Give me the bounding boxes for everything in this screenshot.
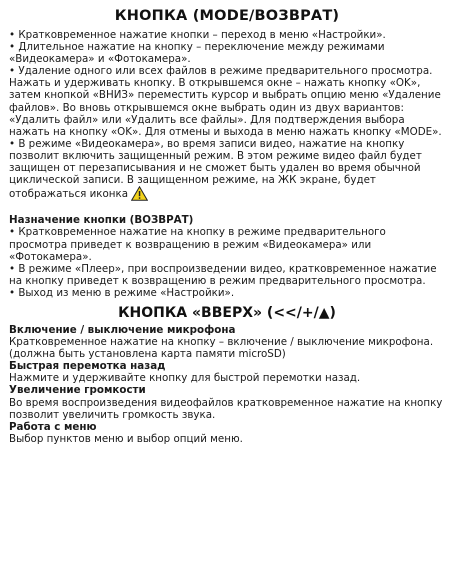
mode-item-short-press: • Кратковременное нажатие кнопки – переход в меню «Настройки». <box>9 29 386 41</box>
back-item-preview: • Кратковременное нажатие на кнопку в режиме предварительного просмотра приведет к возвращению в режим «Видеокамера» или «Фотокамера». <box>9 226 386 263</box>
mode-button-heading: КНОПКА (MODE/ВОЗВРАТ) <box>114 8 340 24</box>
up-mic-text: Кратковременное нажатие на кнопку – включение / выключение микрофона. (должна быть установлена карта памяти microSD) <box>9 336 434 361</box>
up-volume-title: Увеличение громкости <box>9 384 146 397</box>
mode-item-delete-files: • Удаление одного или всех файлов в режиме предварительного просмотра. Нажать и удерживать кнопку. В открывшемся окне – нажать кнопку «OK», затем кнопкой «ВНИЗ» переместить курсор и выбрать опцию меню «Удаление файлов». Во вновь открывшемся окне выбрать один из двух вариантов: «Удалить файл» или «Удалить все файлы». Для подтверждения выбора нажать на кнопку «OK». Для отмены и выхода в меню нажать кнопку «MODE». <box>9 65 442 138</box>
mode-item-protect-mode <box>9 138 445 204</box>
up-menu-title: Работа с меню <box>9 420 97 433</box>
back-item-player: • В режиме «Плеер», при воспроизведении видео, кратковременное нажатие на кнопку приведет к возвращению в режим предварительного просмотра. <box>9 262 437 287</box>
mode-item-long-press: • Длительное нажатие на кнопку – переключение между режимами «Видеокамера» и «Фотокамера». <box>9 41 385 66</box>
back-item-exit-menu: • Выход из меню в режиме «Настройки». <box>9 286 235 299</box>
back-button-subheading: Назначение кнопки (ВОЗВРАТ) <box>9 214 194 227</box>
up-rewind-title: Быстрая перемотка назад <box>9 360 166 373</box>
warning-triangle-icon <box>131 186 148 204</box>
up-button-heading: КНОПКА «ВВЕРХ» (<</+/▲) <box>118 304 336 321</box>
mode-item-protect-text: • В режиме «Видеокамера», во время записи видео, нажатие на кнопку позволит включить защищенный режим. В этом режиме видео файл будет защищен от перезаписывания и не сможет быть удален во время обычной циклической записи. В защищенном режиме, на ЖК экране, будет отображаться иконка <box>9 137 422 201</box>
up-volume-text: Во время воспроизведения видеофайлов кратковременное нажатие на кнопку позволит увеличить громкость звука. <box>9 396 443 421</box>
up-rewind-text: Нажмите и удерживайте кнопку для быстрой перемотки назад. <box>9 372 361 385</box>
up-mic-title: Включение / выключение микрофона <box>9 323 236 336</box>
up-menu-text: Выбор пунктов меню и выбор опций меню. <box>9 432 243 445</box>
